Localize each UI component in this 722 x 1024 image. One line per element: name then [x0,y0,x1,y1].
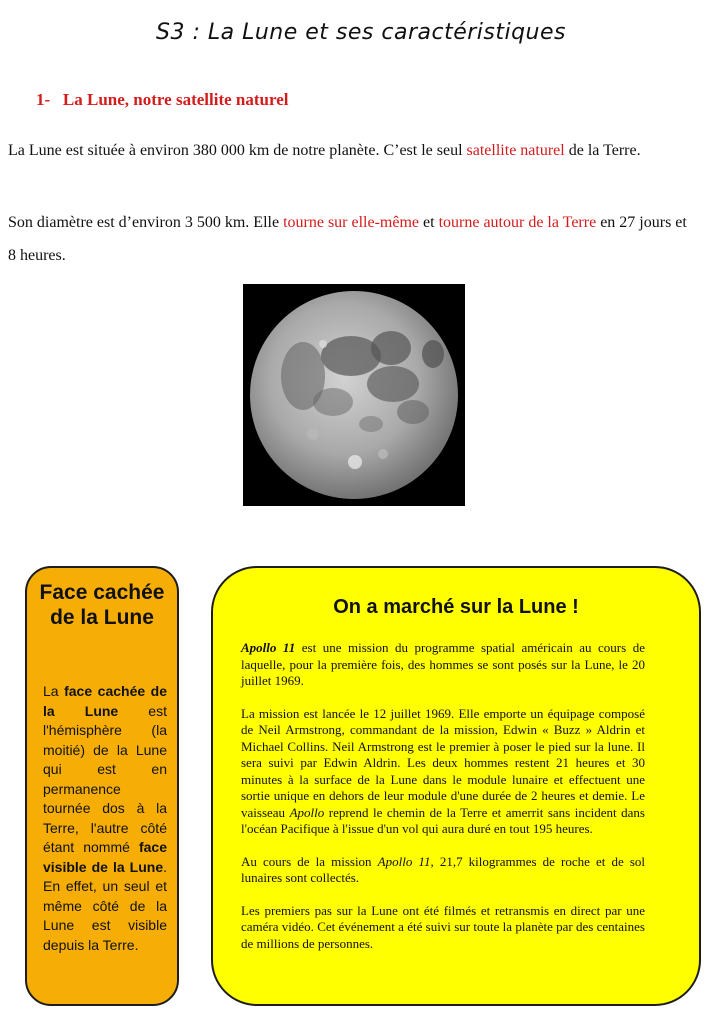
paragraph-diameter [8,206,698,272]
section-number: 1- [36,90,51,109]
hidden-face-text [43,682,167,955]
moon-walk-paragraph [241,640,645,690]
paragraph-text: en 27 jours et 8 heures. [8,214,687,264]
bold-visible-face: face visible de la Lune [43,839,167,875]
moon-walk-paragraph [241,854,645,887]
box-text: est l'hémisphère (la moitié) de la Lune qui est en permanence tournée dos à la Terre, l'autre côté étant nommé [43,702,167,855]
moon-walk-text [241,640,645,952]
section-heading-text: La Lune, notre satellite naturel [62,90,289,109]
paragraph-text: de la Terre. [564,142,641,159]
mission-name: Apollo 11 [377,853,431,869]
box-text: . En effet, un seul et même côté de la Lune est visible depuis la Terre. [43,858,167,953]
paragraph-text: Au cours de la mission [241,853,378,869]
bold-hidden-face: face cachée de la Lune [43,683,168,719]
highlight-satellite: satellite naturel [466,142,565,159]
hidden-face-box [25,566,179,1006]
paragraph-text: Les premiers pas sur la Lune ont été filmés et retransmis en direct par une caméra vidéo. Cet événement a été suivi sur toute la planète par des centaines de millions de personnes. [241,902,645,951]
moon-walk-title: On a marché sur la Lune ! [333,596,579,618]
moon-walk-paragraph [241,706,645,838]
moon-walk-box [211,566,701,1006]
paragraph-text: , 21,7 kilogrammes de roche et de sol lunaires sont collectés. [241,853,646,885]
highlight-rotation: tourne sur elle-même [283,214,420,231]
mission-name: Apollo 11 [241,640,296,655]
paragraph-text: est une mission du programme spatial américain au cours de laquelle, pour la première fois, des hommes se sont posés sur la Lune, le 20 juillet 1969. [241,640,645,688]
box-text: La [43,683,65,699]
moon-icon [243,284,465,506]
paragraph-distance [8,134,698,167]
paragraph-text: La mission est lancée le 12 juillet 1969. Elle emporte un équipage composé de Neil Armstrong, commandant de la mission, Edwin « Buzz » Aldrin et Michael Collins. Neil Armstrong est le premier à poser le pied sur la lune. Il sera suivi par Edwin Aldrin. Les deux hommes restent 21 heures et 30 minutes à la surface de la Lune dans le module lunaire et effectuent une sortie unique en dehors de leur module d'une durée de 2 heures et demie. Le vaisseau [241,705,645,820]
moon-walk-paragraph [241,903,645,953]
paragraph-text: reprend le chemin de la Terre et amerrit sans incident dans l'océan Pacifique à l'issue d'un vol qui aura duré en tout 195 heures. [241,804,645,836]
ship-name: Apollo [289,804,325,820]
page-title: S3 : La Lune et ses caractéristiques [156,20,566,45]
highlight-orbit: tourne autour de la Terre [438,214,597,231]
paragraph-text: Son diamètre est d’environ 3 500 km. Elle [8,214,284,231]
section-heading [36,90,288,110]
hidden-face-title: Face cachée de la Lune [39,581,165,629]
paragraph-text: La Lune est située à environ 380 000 km de notre planète. C’est le seul [8,142,467,159]
moon-photo [243,284,465,506]
paragraph-text: et [419,214,439,231]
